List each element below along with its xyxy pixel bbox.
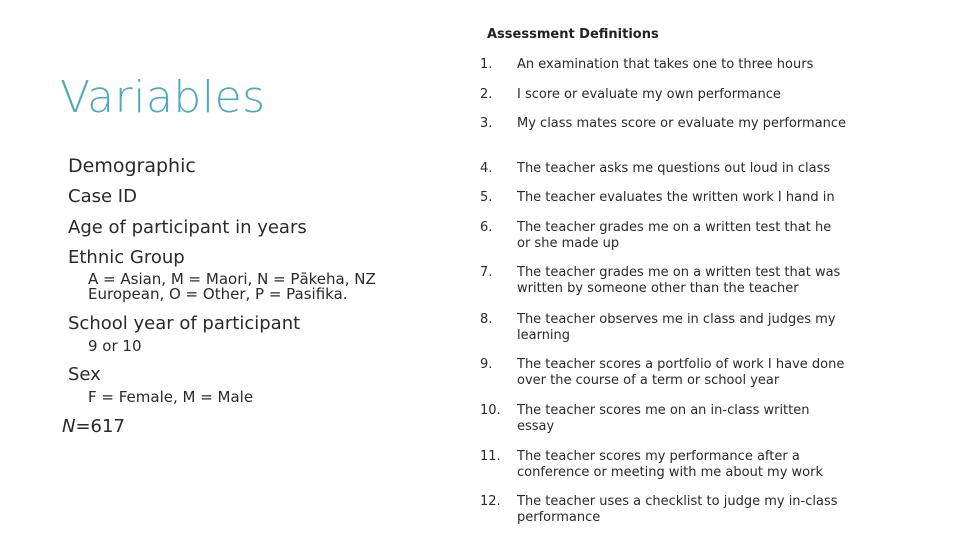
definition-number: 8. (480, 312, 493, 327)
definition-number: 6. (480, 220, 493, 235)
definition-text: The teacher grades me on a written test that he or she made up (517, 220, 832, 251)
definition-number: 10. (480, 403, 501, 418)
n-value: =617 (75, 416, 125, 437)
definition-number: 4. (480, 161, 493, 176)
ethnic-group-label: Ethnic Group (68, 247, 185, 268)
definition-number: 7. (480, 265, 493, 280)
definition-text: An examination that takes one to three hours (517, 57, 814, 72)
sex-label: Sex (68, 364, 101, 385)
sample-size (62, 416, 125, 437)
age-label: Age of participant in years (68, 217, 307, 238)
definition-number: 3. (480, 116, 493, 131)
definition-number: 1. (480, 57, 493, 72)
school-year-label: School year of participant (68, 313, 301, 334)
definition-number: 9. (480, 357, 493, 372)
definition-text: The teacher scores a portfolio of work I have done over the course of a term or school year (517, 357, 845, 388)
definition-text: The teacher evaluates the written work I hand in (517, 190, 835, 205)
definition-text: The teacher observes me in class and judges my learning (517, 312, 836, 343)
demographic-heading: Demographic (68, 155, 196, 177)
definition-text: My class mates score or evaluate my performance (517, 116, 847, 131)
definition-number: 2. (480, 87, 493, 102)
school-year-values: 9 or 10 (88, 337, 142, 355)
definition-text: The teacher uses a checklist to judge my in-class performance (517, 494, 838, 525)
definition-text: The teacher scores my performance after a conference or meeting with me about my work (517, 449, 824, 480)
case-id-label: Case ID (68, 186, 137, 207)
definition-text: The teacher asks me questions out loud in class (517, 161, 831, 176)
definition-text: The teacher scores me on an in-class written essay (517, 403, 810, 434)
slide-title: Variables (60, 72, 266, 123)
definition-text: The teacher grades me on a written test that was written by someone other than the teacher (517, 265, 841, 296)
ethnic-codes: A = Asian, M = Maori, N = Pākeha, NZ European, O = Other, P = Pasifika. (88, 270, 376, 303)
definition-text: I score or evaluate my own performance (517, 87, 781, 102)
n-symbol: N (62, 416, 76, 437)
assessment-definitions-heading: Assessment Definitions (487, 27, 659, 42)
definition-number: 12. (480, 494, 501, 509)
definition-number: 5. (480, 190, 493, 205)
sex-codes: F = Female, M = Male (88, 388, 254, 406)
definition-number: 11. (480, 449, 501, 464)
